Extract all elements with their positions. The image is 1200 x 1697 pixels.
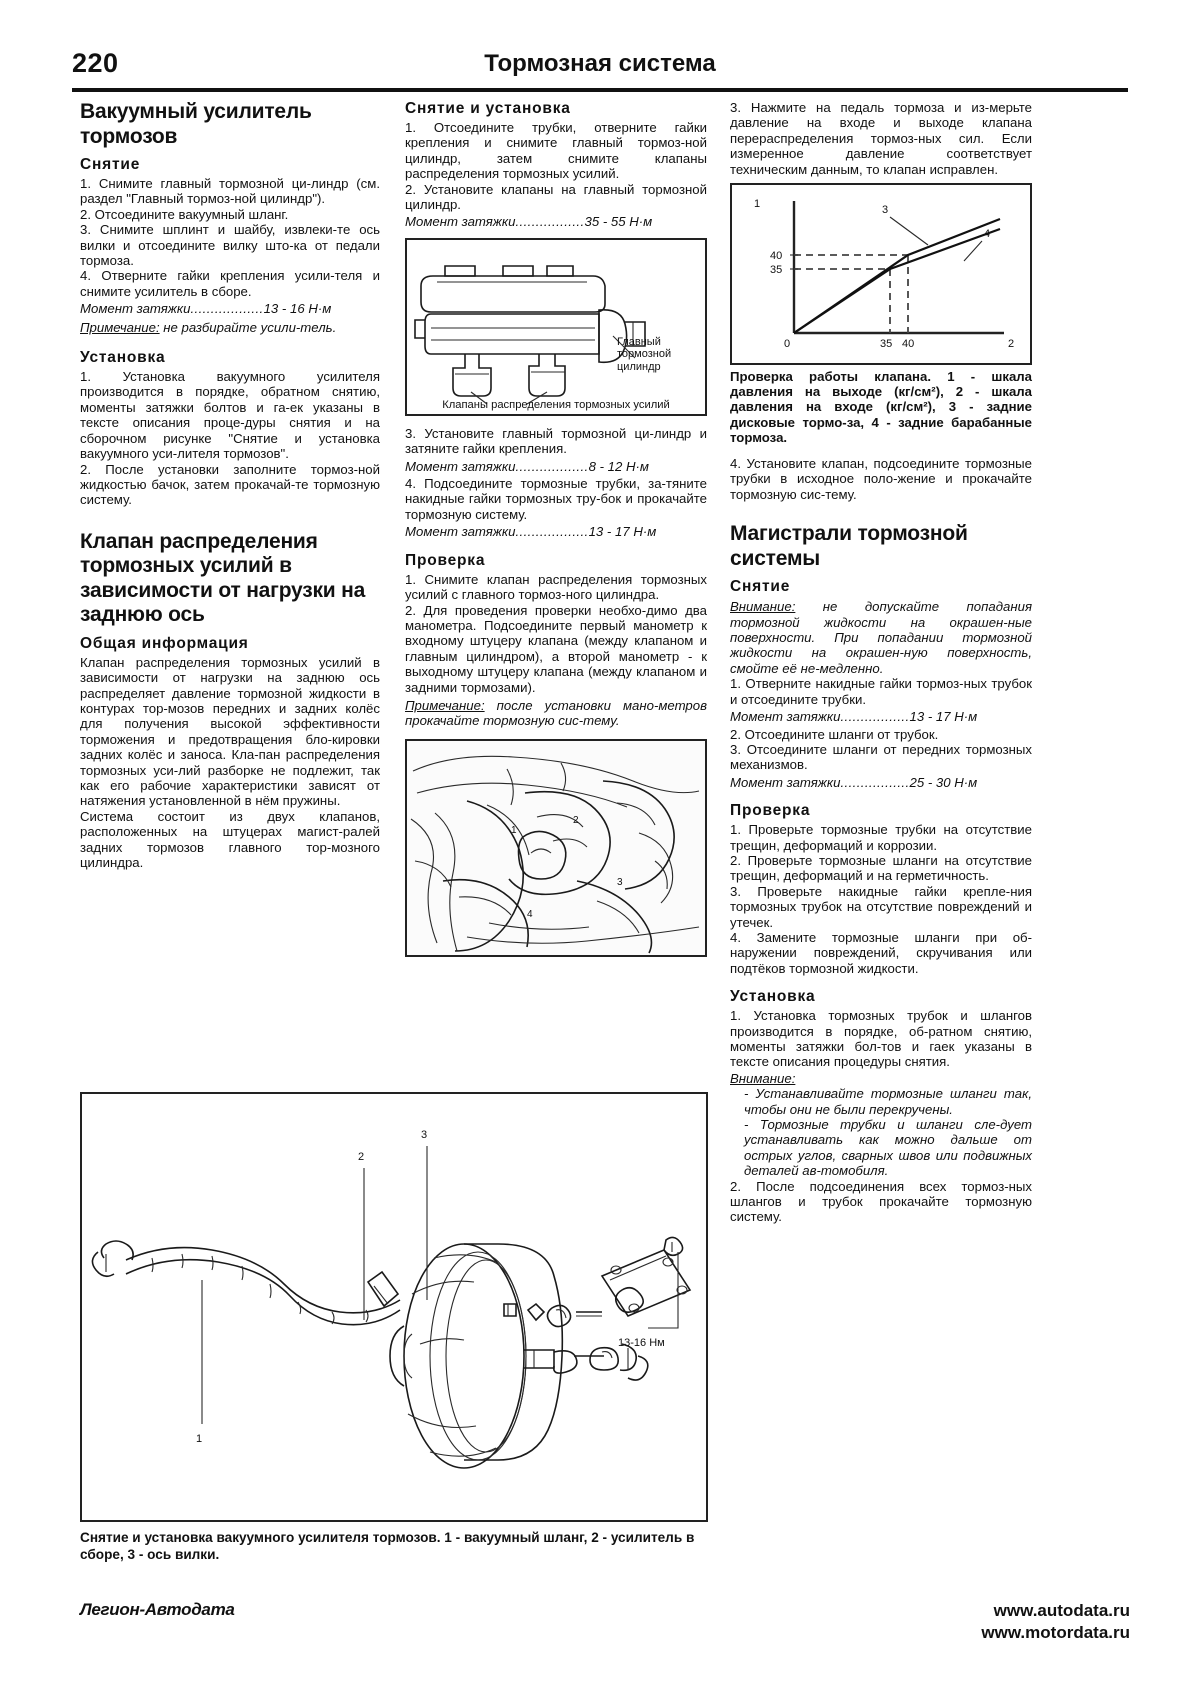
torque-value: 8 - 12 Н·м <box>588 458 649 474</box>
warning2-lead: Внимание: <box>730 1070 796 1086</box>
paragraph: Клапан распределения тормозных усилий в зависимости от нагрузки на заднюю ось распределяет давление тормозной жидкости в контурах тор-мозов передних и задних колёс для получения высокой эффективности торможения и предотвращения бло-кировки задних колёс и заноса. Кла-пан распределения тормозных уси-лий разборке не подлежит, так как его рабочие характеристики зависят от натяжения установленной в нём пружины. <box>80 654 380 809</box>
paragraph: 2. Установите клапаны на главный тормозной цилиндр. <box>405 181 707 213</box>
figure-valve-chart <box>730 183 1032 365</box>
chart-label-series-3: 3 <box>882 204 889 217</box>
paragraph: 1. Отверните накидные гайки тормоз-ных трубок и отсоедините трубки. <box>730 676 1032 707</box>
svg-text:2: 2 <box>573 814 579 826</box>
paragraph: 2. Для проведения проверки необхо-димо два манометра. Подсоедините первый манометр к входному штуцеру клапана (между клапаном и главным цилиндром), а второй манометр - к выходному штуцеру клапана (между клапаном и задними тормозами). <box>405 602 707 695</box>
footer-site-motordata: www.motordata.ru <box>981 1623 1130 1642</box>
torque-dots: .................. <box>190 301 264 317</box>
note-text: не разбирайте усили-тель. <box>159 319 337 335</box>
footer-site-autodata: www.autodata.ru <box>993 1601 1130 1620</box>
note-lead: Примечание: <box>405 697 485 713</box>
torque-label: Момент затяжки <box>405 214 516 230</box>
column-right <box>730 100 1032 1225</box>
warning-block <box>730 599 1032 676</box>
paragraph: 1. Снимите клапан распределения тормозных усилий с главного тормоз-ного цилиндра. <box>405 571 707 603</box>
heading-check-3: Проверка <box>730 802 811 820</box>
page-number: 220 <box>72 48 119 78</box>
figure-caption-chart: Проверка работы клапана. 1 - шкала давления на выходе (кг/см²), 2 - шкала давления на входе (кг/см²), 3 - задние дисковые тормо-за, 4 - задние барабанные тормоза. <box>730 369 1032 445</box>
svg-text:1: 1 <box>511 824 517 836</box>
svg-text:4: 4 <box>527 908 533 920</box>
note-block <box>405 698 707 729</box>
chart-origin: 0 <box>784 338 791 351</box>
torque-dots: ................. <box>515 214 585 230</box>
torque-note-13-16: 13-16 Нм <box>618 1337 665 1349</box>
torque-value: 25 - 30 Н·м <box>909 774 978 790</box>
paragraph: 4. Замените тормозные шланги при об-наружении повреждений, скручивания или подтёков тормозной жидкости. <box>730 929 1032 976</box>
paragraph: 1. Отсоедините трубки, отверните гайки крепления и снимите главный тормоз-ной цилиндр, затем снимите клапаны распределения тормозных усилий. <box>405 120 707 182</box>
torque-label: Момент затяжки <box>730 709 841 725</box>
heading-removal-install: Снятие и установка <box>405 100 571 117</box>
valve-test-chart <box>732 185 1030 363</box>
torque-label: Момент затяжки <box>405 524 516 540</box>
paragraph: Система состоит из двух клапанов, расположенных на штуцерах магист-ралей задних тормозов главного тор-мозного цилиндра. <box>80 808 380 870</box>
booster-assembly-drawing <box>82 1094 706 1520</box>
torque-value: 13 - 17 Н·м <box>588 524 657 540</box>
column-left <box>80 100 380 870</box>
torque-dots: .................. <box>515 458 589 474</box>
paragraph: 3. Проверьте накидные гайки крепле-ния тормозных трубок на отсутствие повреждений и утечек. <box>730 883 1032 930</box>
column-middle <box>405 100 707 957</box>
torque-value: 35 - 55 Н·м <box>584 214 653 230</box>
torque-label: Момент затяжки <box>405 458 516 474</box>
paragraph: 4. Отверните гайки крепления усили-теля и снимите усилитель в сборе. <box>80 268 380 299</box>
paragraph: 4. Установите клапан, подсоедините тормозные трубки в исходное поло-жение и прокачайте тормозную сис-тему. <box>730 456 1032 502</box>
torque-label: Момент затяжки <box>80 301 191 317</box>
paragraph: 1. Проверьте тормозные трубки на отсутствие трещин, деформаций и коррозии. <box>730 822 1032 853</box>
paragraph: 3. Установите главный тормозной ци-линдр и затяните гайки крепления. <box>405 425 707 457</box>
torque-spec <box>405 214 707 229</box>
heading-install-3: Установка <box>730 988 816 1006</box>
paragraph: 2. После установки заполните тормоз-ной жидкостью бачок, затем прокачай-те тормозную систему. <box>80 461 380 508</box>
engine-bay-drawing <box>407 741 705 955</box>
torque-value: 13 - 16 Н·м <box>263 301 332 317</box>
master-cylinder-drawing <box>407 240 705 414</box>
chart-xtick-40: 40 <box>902 338 915 351</box>
figure-engine-bay-photo <box>405 739 707 957</box>
heading-load-valve: Клапан распределения тормозных усилий в зависимости от нагрузки на заднюю ось <box>80 529 366 627</box>
footer-websites <box>981 1600 1130 1644</box>
paragraph: 1. Установка вакуумного усилителя производится в порядке, обратном снятию, моменты затяжки болтов и га-ек указаны в тексте описания проце-дуры снятия и на сборочном рисунке "Снятие и установка вакуумного уси-лителя тормозов". <box>80 369 380 462</box>
callout-2: 2 <box>358 1151 365 1163</box>
heading-check-1: Проверка <box>405 551 486 569</box>
warning-lead-block <box>730 1071 1032 1086</box>
paragraph: 4. Подсоедините тормозные трубки, за-тяните накидные гайки тормозных тру-бок и прокачайте тормозную систему. <box>405 476 707 522</box>
warning2-item: - Устанавливайте тормозные шланги так, чтобы они не были перекручены. <box>744 1086 1032 1117</box>
torque-dots: ................. <box>840 709 910 725</box>
figure-label-master-cylinder: Главный тормозной цилиндр <box>617 335 672 373</box>
torque-spec <box>405 459 707 474</box>
torque-spec <box>730 775 1032 790</box>
note-block <box>80 320 380 335</box>
figure-booster-assembly <box>80 1092 708 1522</box>
heading-brake-lines: Магистрали тормозной системы <box>730 522 968 570</box>
warning-text: не допускайте попадания тормозной жидкости на окрашен-ные поверхности. При попадании тормозной жидкости на окрашен-ную поверхность, смойте её не-медленно. <box>730 599 1032 676</box>
paragraph: 2. Отсоедините вакуумный шланг. <box>80 206 289 222</box>
torque-dots: .................. <box>515 524 589 540</box>
paragraph: 3. Отсоедините шланги от передних тормозных механизмов. <box>730 741 1032 773</box>
chart-xtick-35: 35 <box>880 338 893 351</box>
figure-label-valves: Клапаны распределения тормозных усилий <box>442 398 670 411</box>
warning2-item: - Тормозные трубки и шланги сле-дует устанавливать как можно дальше от острых углов, сварных швов или подвижных деталей ав-томобиля. <box>744 1117 1032 1179</box>
paragraph: 2. После подсоединения всех тормоз-ных шлангов и трубок прокачайте тормозную систему. <box>730 1178 1032 1225</box>
footer-brand: Легион-Автодата <box>80 1600 235 1619</box>
callout-1: 1 <box>196 1433 203 1445</box>
torque-spec <box>730 709 1032 724</box>
page-title: Тормозная система <box>484 50 716 77</box>
figure-caption-booster: Снятие и установка вакуумного усилителя тормозов. 1 - вакуумный шланг, 2 - усилитель в сборе, 3 - ось вилки. <box>80 1530 695 1562</box>
chart-ytick-40: 40 <box>770 250 783 263</box>
paragraph: 3. Снимите шплинт и шайбу, извлеки-те ось вилки и отсоедините вилку што-ка от педали тормоза. <box>80 222 380 269</box>
figure-master-cylinder <box>405 238 707 416</box>
torque-value: 13 - 17 Н·м <box>909 709 978 725</box>
heading-vacuum-booster: Вакуумный усилитель тормозов <box>80 100 312 148</box>
chart-label-y-axis: 1 <box>754 198 761 211</box>
heading-install-1: Установка <box>80 349 166 367</box>
torque-dots: ................. <box>840 774 910 790</box>
page-footer <box>80 1600 1130 1660</box>
heading-removal-1: Снятие <box>80 156 141 173</box>
chart-ytick-35: 35 <box>770 264 783 277</box>
paragraph: 1. Установка тормозных трубок и шлангов производится в порядке, об-ратном снятию, моменты затяжки бол-тов и гаек указаны в тексте описания процедуры снятия. <box>730 1008 1032 1070</box>
svg-text:3: 3 <box>617 876 623 888</box>
torque-spec <box>405 524 707 539</box>
chart-label-series-4: 4 <box>984 228 991 241</box>
heading-general-info: Общая информация <box>80 634 249 652</box>
header-divider <box>72 88 1128 92</box>
torque-label: Момент затяжки <box>730 774 841 790</box>
chart-label-x-axis: 2 <box>1008 338 1015 351</box>
torque-spec <box>80 301 380 316</box>
paragraph: 3. Нажмите на педаль тормоза и из-мерьте давление на входе и выходе клапана перераспределения тормоз-ных сил. Если измеренное давление соответствует техническим данным, то клапан исправлен. <box>730 100 1032 177</box>
paragraph: 1. Снимите главный тормозной ци-линдр (см. раздел "Главный тормоз-ной цилиндр"). <box>80 176 380 207</box>
note-text: после установки мано-метров прокачайте тормозную сис-тему. <box>405 697 707 729</box>
heading-removal-3: Снятие <box>730 578 791 596</box>
paragraph: 2. Отсоедините шланги от трубок. <box>730 726 939 742</box>
page-header <box>72 48 1128 94</box>
note-lead: Примечание: <box>80 319 160 335</box>
warning-lead: Внимание: <box>730 599 796 615</box>
paragraph: 2. Проверьте тормозные шланги на отсутствие трещин, деформаций и на герметичность. <box>730 852 1032 884</box>
callout-3: 3 <box>421 1129 428 1141</box>
